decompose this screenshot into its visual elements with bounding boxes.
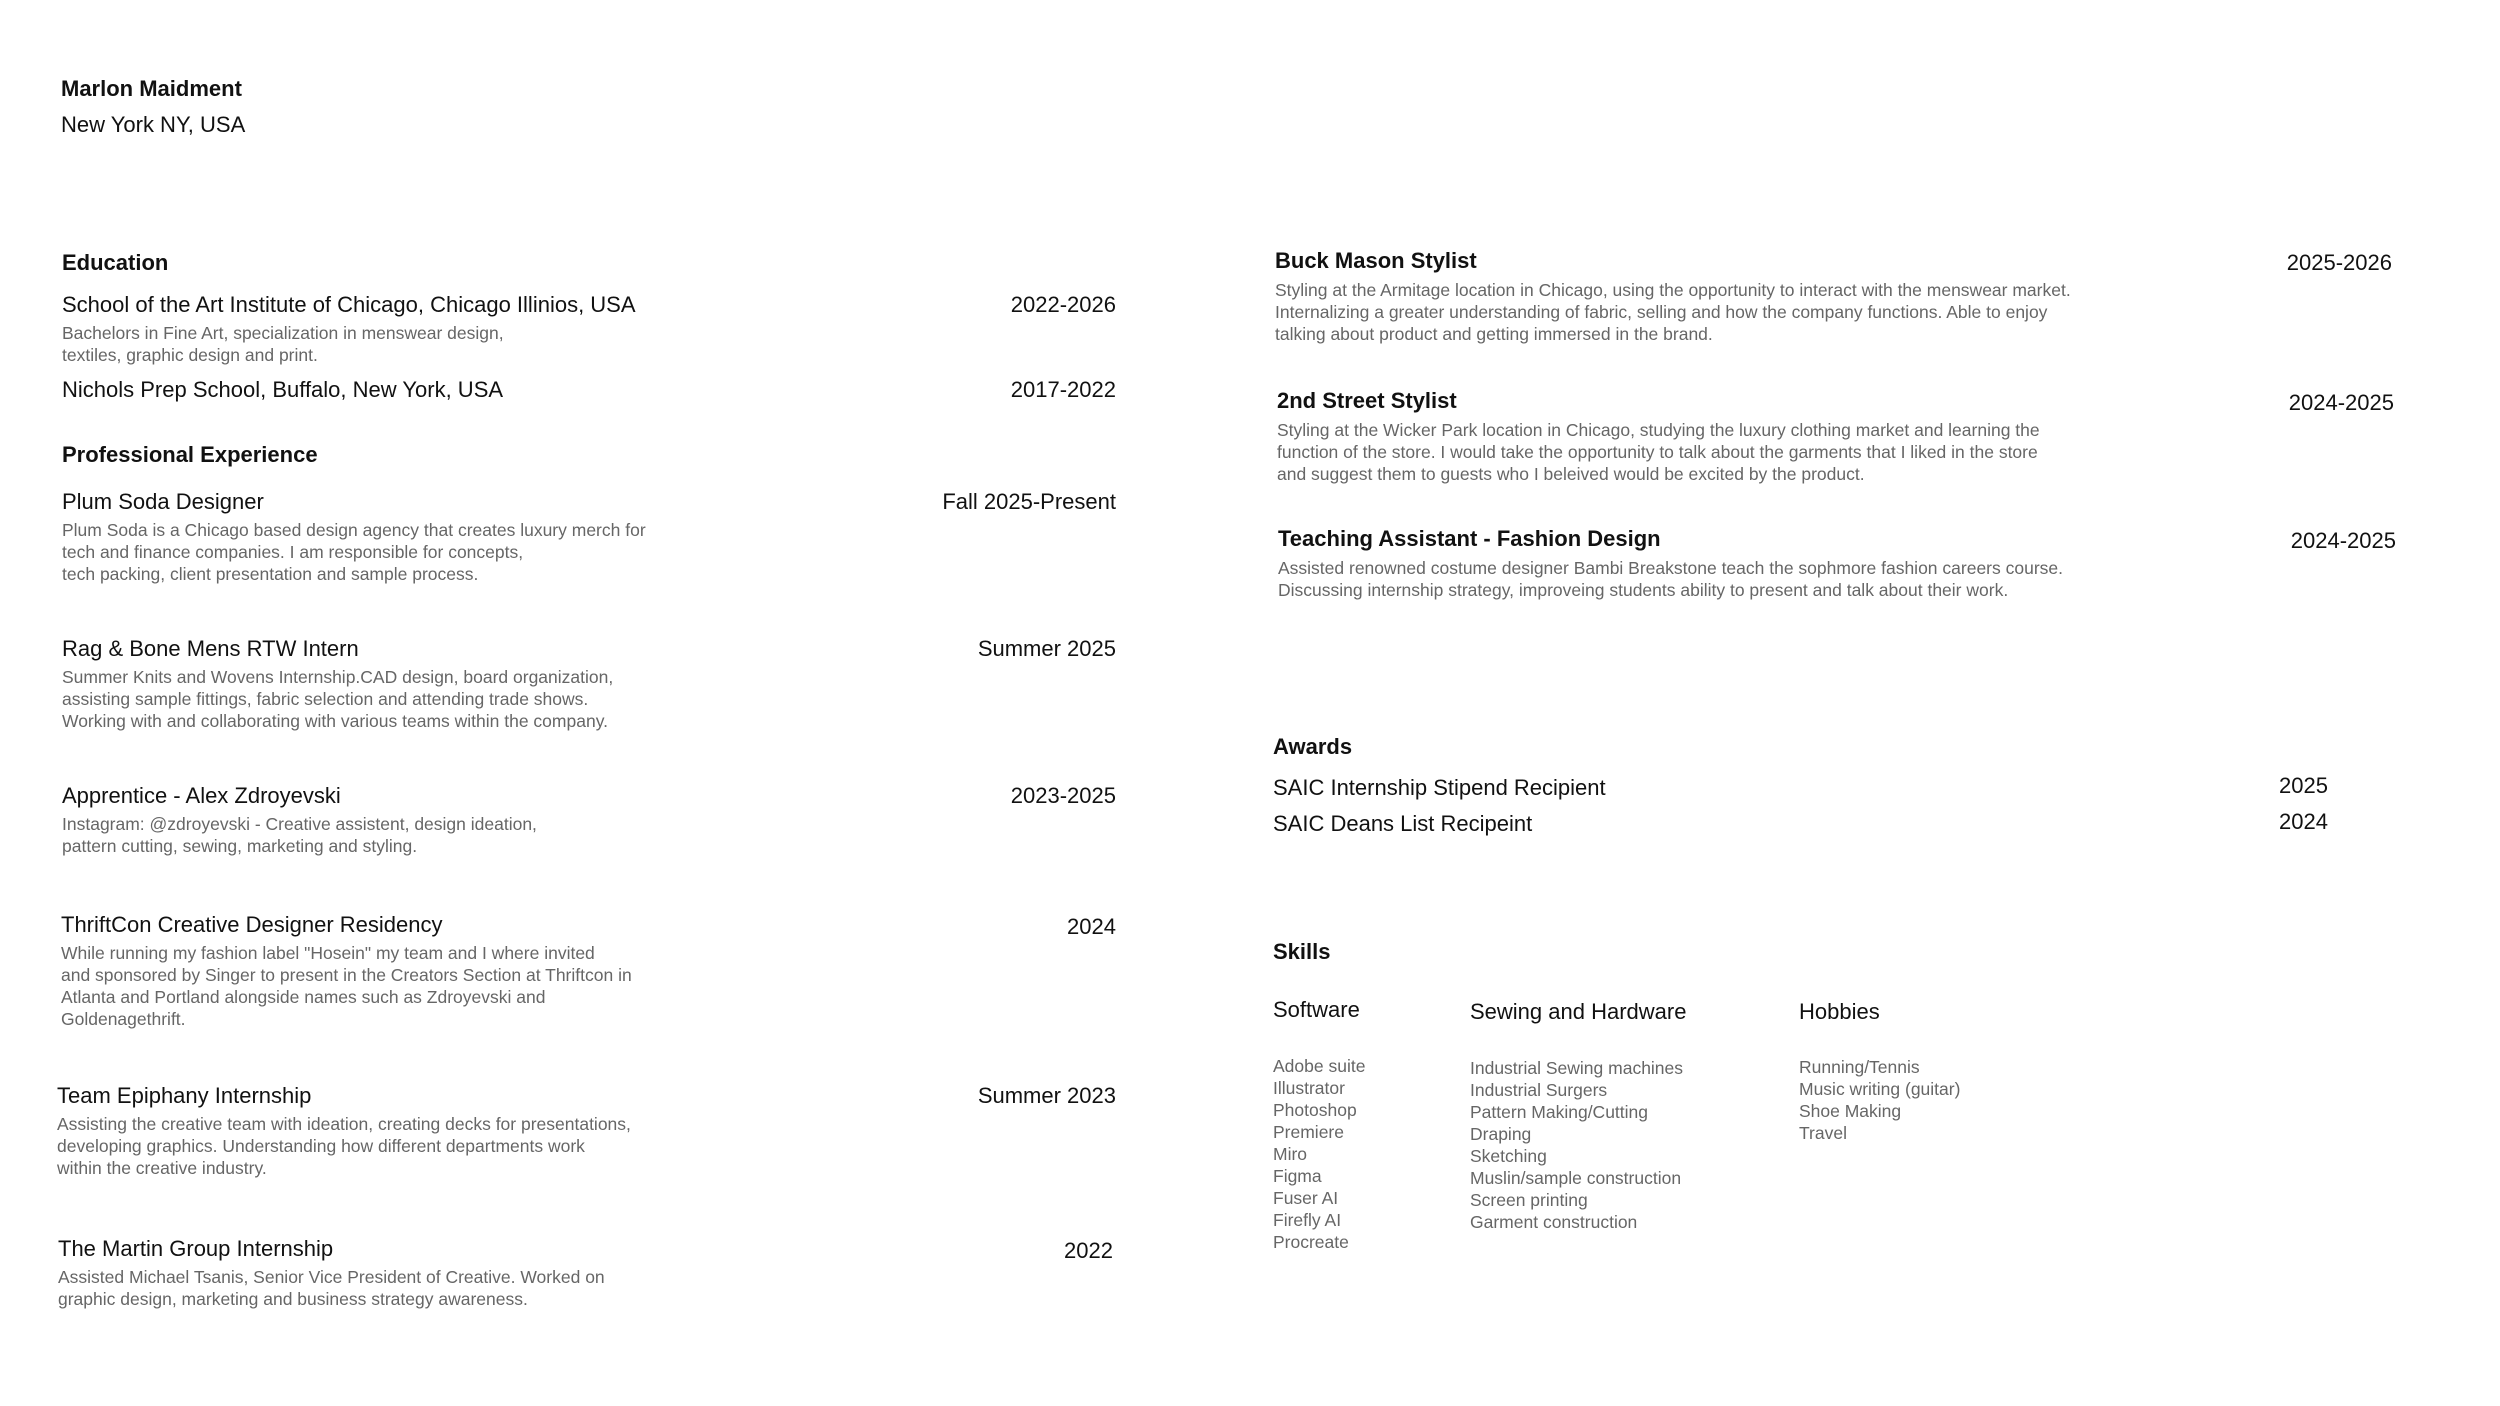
skill-item: Screen printing [1470,1190,1588,1210]
description-line: Assisted Michael Tsanis, Senior Vice President of Creative. Worked on [58,1267,605,1287]
experience-date: 2022 [1064,1238,1113,1263]
skills-column-heading: Sewing and Hardware [1470,999,1687,1024]
skill-item: Illustrator [1273,1078,1345,1098]
skills-list [1799,1056,1960,1144]
experience-date: 2024 [1067,914,1116,939]
description-line: Assisting the creative team with ideation, creating decks for presentations, [57,1114,631,1134]
description-line: Discussing internship strategy, improveing students ability to present and talk about their work. [1278,580,2009,600]
experience-description [62,666,1062,732]
education-title: Nichols Prep School, Buffalo, New York, USA [62,377,504,402]
description-line: talking about product and getting immersed in the brand. [1275,324,1713,344]
description-line: assisting sample fittings, fabric selection and attending trade shows. [62,689,589,709]
experience-description [1278,557,2278,601]
skill-item: Premiere [1273,1122,1344,1142]
resume-location: New York NY, USA [61,112,246,137]
description-line: textiles, graphic design and print. [62,345,318,365]
experience-title: Rag & Bone Mens RTW Intern [62,636,359,661]
experience-title: Plum Soda Designer [62,489,264,514]
awards-heading: Awards [1273,734,1353,759]
description-line: Styling at the Armitage location in Chicago, using the opportunity to interact with the menswear market. [1275,280,2071,300]
experience-description [62,813,1062,857]
experience-date: 2024-2025 [2288,390,2394,415]
skill-item: Running/Tennis [1799,1057,1920,1077]
award-title: SAIC Deans List Recipeint [1273,811,1533,836]
description-line: tech and finance companies. I am responsible for concepts, [62,542,524,562]
experience-title: 2nd Street Stylist [1277,388,1457,413]
description-line: and sponsored by Singer to present in the Creators Section at Thriftcon in [61,965,632,985]
experience-date: 2023-2025 [1010,783,1116,808]
description-line: Goldenagethrift. [61,1009,186,1029]
education-title: School of the Art Institute of Chicago, Chicago Illinios, USA [62,292,636,317]
description-line: Styling at the Wicker Park location in Chicago, studying the luxury clothing market and learning the [1277,420,2040,440]
description-line: function of the store. I would take the opportunity to talk about the garments that I liked in the store [1277,442,2038,462]
description-line: and suggest them to guests who I beleived would be excited by the product. [1277,464,1865,484]
skill-item: Adobe suite [1273,1056,1366,1076]
experience-date: Summer 2023 [977,1083,1116,1108]
description-line: Instagram: @zdroyevski - Creative assistent, design ideation, [62,814,537,834]
description-line: pattern cutting, sewing, marketing and styling. [62,836,418,856]
description-line: graphic design, marketing and business strategy awareness. [58,1289,528,1309]
experience-date: 2025-2026 [2286,250,2392,275]
experience-date: 2024-2025 [2290,528,2396,553]
skill-item: Garment construction [1470,1212,1638,1232]
experience-description [58,1266,1058,1310]
description-line: Working with and collaborating with various teams within the company. [62,711,609,731]
description-line: developing graphics. Understanding how different departments work [57,1136,585,1156]
education-description [62,322,1062,366]
experience-description [62,519,1062,585]
experience-title: ThriftCon Creative Designer Residency [61,912,443,937]
experience-description [1275,279,2275,345]
skill-item: Travel [1799,1123,1847,1143]
experience-date: Summer 2025 [977,636,1116,661]
skill-item: Draping [1470,1124,1532,1144]
award-date: 2025 [2279,773,2328,798]
experience-title: Teaching Assistant - Fashion Design [1278,526,1661,551]
description-line: within the creative industry. [57,1158,267,1178]
experience-heading: Professional Experience [62,442,318,467]
experience-title: Buck Mason Stylist [1275,248,1477,273]
award-date: 2024 [2279,809,2328,834]
education-date: 2022-2026 [1010,292,1116,317]
skill-item: Fuser AI [1273,1188,1339,1208]
experience-title: Team Epiphany Internship [57,1083,312,1108]
education-date: 2017-2022 [1010,377,1116,402]
skills-list [1470,1057,1683,1233]
skill-item: Photoshop [1273,1100,1357,1120]
description-line: Assisted renowned costume designer Bambi Breakstone teach the sophmore fashion careers course. [1278,558,2064,578]
description-line: While running my fashion label "Hosein" my team and I where invited [61,943,595,963]
skill-item: Music writing (guitar) [1799,1079,1961,1099]
experience-description [61,942,1061,1030]
skill-item: Figma [1273,1166,1322,1186]
experience-title: The Martin Group Internship [58,1236,334,1261]
description-line: Plum Soda is a Chicago based design agency that creates luxury merch for [62,520,646,540]
skill-item: Firefly AI [1273,1210,1342,1230]
skill-item: Industrial Surgers [1470,1080,1608,1100]
skills-column-heading: Hobbies [1799,999,1880,1024]
description-line: Bachelors in Fine Art, specialization in menswear design, [62,323,504,343]
description-line: Summer Knits and Wovens Internship.CAD design, board organization, [62,667,614,687]
experience-date: Fall 2025-Present [942,489,1116,514]
resume-name: Marlon Maidment [61,76,242,101]
experience-description [57,1113,1057,1179]
skill-item: Miro [1273,1144,1308,1164]
description-line: tech packing, client presentation and sample process. [62,564,479,584]
experience-description [1277,419,2277,485]
skill-item: Industrial Sewing machines [1470,1058,1684,1078]
education-heading: Education [62,250,169,275]
skill-item: Shoe Making [1799,1101,1902,1121]
skills-list [1273,1055,1365,1253]
skills-heading: Skills [1273,939,1331,964]
skill-item: Procreate [1273,1232,1349,1252]
skill-item: Muslin/sample construction [1470,1168,1682,1188]
skill-item: Sketching [1470,1146,1547,1166]
award-title: SAIC Internship Stipend Recipient [1273,775,1606,800]
description-line: Atlanta and Portland alongside names such as Zdroyevski and [61,987,546,1007]
skills-column-heading: Software [1273,997,1360,1022]
description-line: Internalizing a greater understanding of fabric, selling and how the company functions. Able to enjoy [1275,302,2048,322]
experience-title: Apprentice - Alex Zdroyevski [62,783,341,808]
skill-item: Pattern Making/Cutting [1470,1102,1649,1122]
